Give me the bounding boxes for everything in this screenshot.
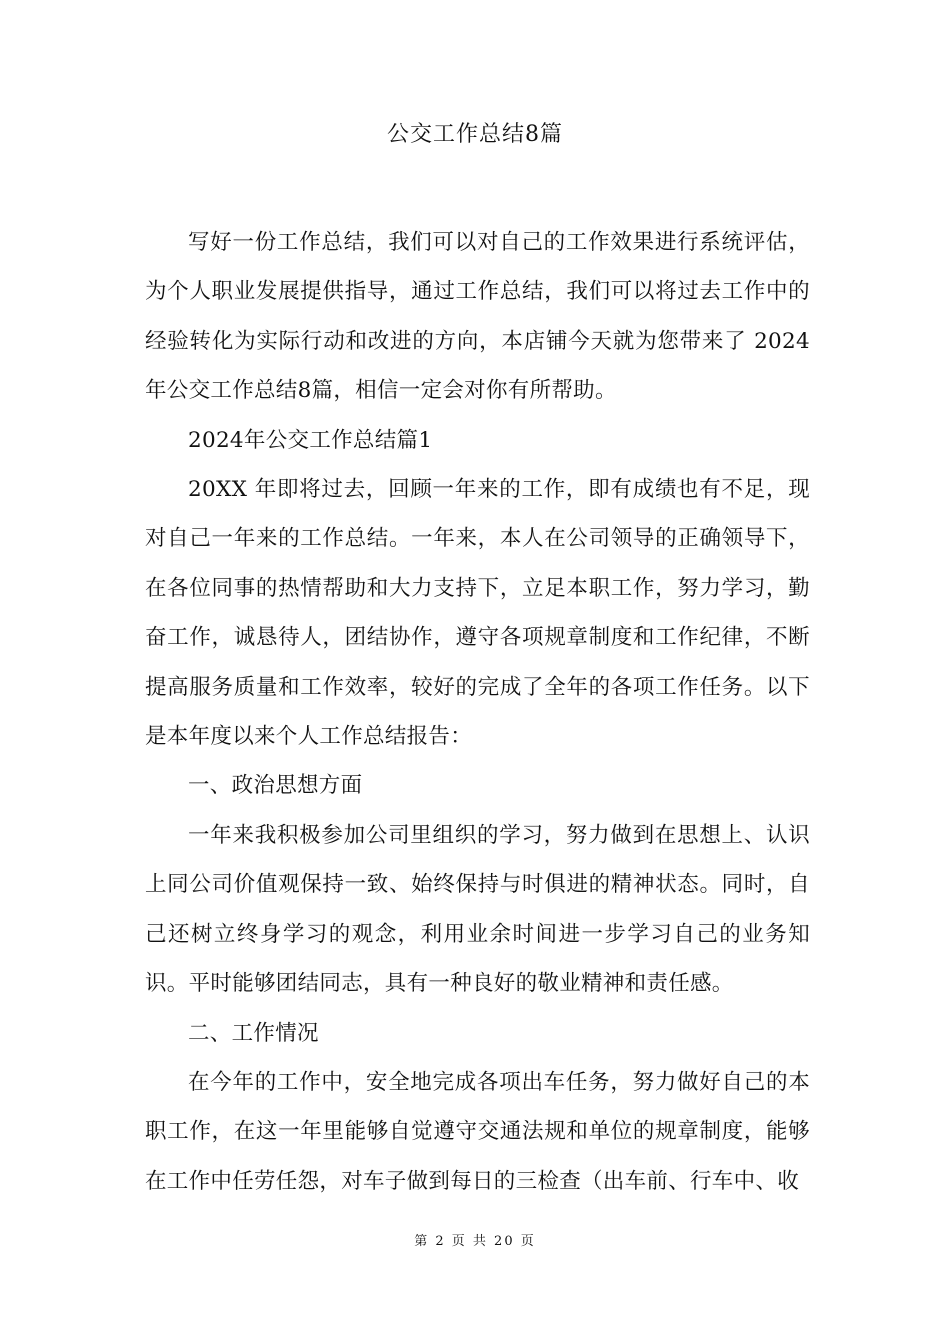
document-title: 公交工作总结8篇 <box>387 122 563 147</box>
section-heading-political: 一、政治思想方面 <box>188 773 363 799</box>
political-paragraph: 一年来我积极参加公司里组织的学习，努力做到在思想上、认识上同公司价值观保持一致、始终保持与时俱进的精神状态。同时，自己还树立终身学习的观念，利用业余时间进一步学习自己的业务知识。平时能够团结同志，具有一种良好的敬业精神和责任感。 <box>145 822 810 997</box>
section-heading-part-1: 2024年公交工作总结篇1 <box>188 427 433 453</box>
intro-paragraph: 写好一份工作总结，我们可以对自己的工作效果进行系统评估，为个人职业发展提供指导，通过工作总结，我们可以将过去工作中的经验转化为实际行动和改进的方向，本店铺今天就为您带来了 2024年公交工作总结8篇，相信一定会对你有所帮助。 <box>145 230 810 404</box>
work-paragraph: 在今年的工作中，安全地完成各项出车任务，努力做好自己的本职工作，在这一年里能够自觉遵守交通法规和单位的规章制度，能够在工作中任劳任怨，对车子做到每日的三检查（出车前、行车中、收 <box>145 1069 810 1194</box>
section-heading-work: 二、工作情况 <box>188 1020 319 1046</box>
document-body <box>145 218 810 1206</box>
overview-paragraph: 20XX 年即将过去，回顾一年来的工作，即有成绩也有不足，现对自己一年来的工作总结。一年来，本人在公司领导的正确领导下，在各位同事的热情帮助和大力支持下，立足本职工作，努力学习，勤奋工作，诚恳待人，团结协作，遵守各项规章制度和工作纪律，不断提高服务质量和工作效率，较好的完成了全年的各项工作任务。以下是本年度以来个人工作总结报告： <box>145 477 810 750</box>
page-footer: 第 2 页 共 20 页 <box>414 1234 536 1249</box>
